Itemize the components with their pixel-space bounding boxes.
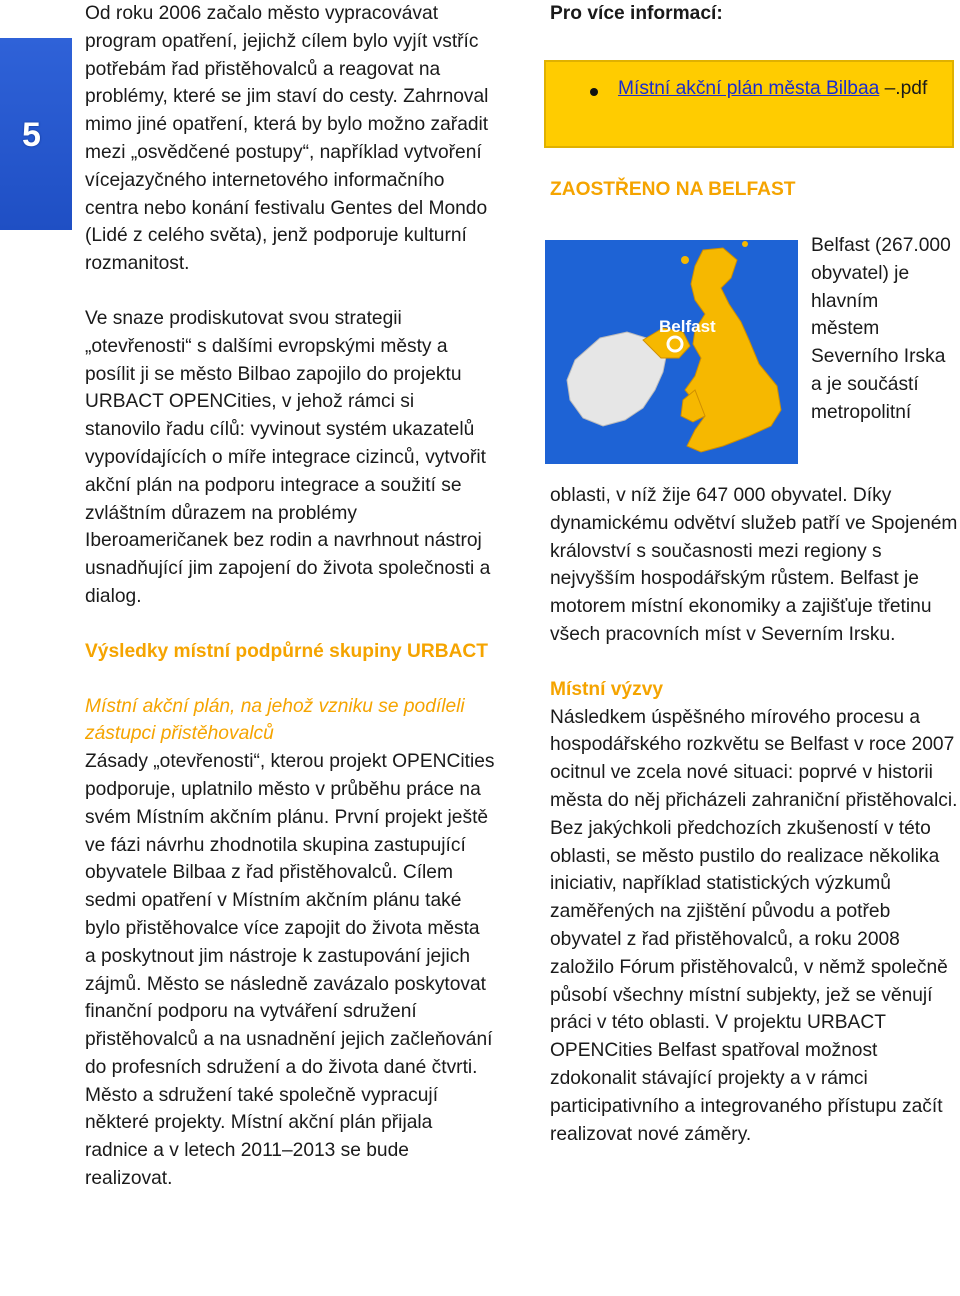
left-column: [85, 0, 495, 1193]
page-number-tab: [0, 38, 72, 230]
action-plan-subheading: Místní akční plán, na jehož vzniku se podíleli zástupci přistěhovalců: [85, 695, 465, 745]
bilbao-action-plan-link[interactable]: Místní akční plán města Bilbaa: [618, 78, 880, 99]
more-info-link-line: [618, 76, 938, 101]
focus-heading-wrap: [550, 176, 958, 204]
intro-paragraph: Od roku 2006 začalo město vypracovávat program opatření, jejichž cílem bylo vyjít vstříc potřebám řad přistěhovalců a reagovat na problémy, které se jim staví do cesty. Zahrnoval mimo jiné opatření, která by bylo možno zařadit mezi „osvědčené postupy“, například vytvoření vícejazyčného internetového informačního centra nebo konání festivalu Gentes del Mondo (Lidé z celého světa), jenž podporuje kulturní rozmanitost.: [85, 3, 489, 275]
more-info-title: Pro více informací:: [550, 3, 723, 24]
more-info-box: [544, 60, 954, 148]
local-challenges-text: Následkem úspěšného mírového procesu a hospodářského rozkvětu se Belfast v roce 2007 ocitnul ve zcela nové situaci: poprvé v historii města do něj přicházeli zahraniční přistěhovalci. Bez jakýchkoli předchozích zkušeností v této oblasti, se město pustilo do realizace několika iniciativ, například statistických výzkumů zaměřených na zjištění původu a potřeb obyvatel z řad přistěhovalců, a roku 2008 založilo Fórum přistěhovalců, v němž společně působí všechny místní subjekty, jež se věnují práci v této oblasti. V projektu URBACT OPENCities Belfast spatřoval možnost zdokonalit stávající projekty a v rámci participativního a integrovaného přístupu začít realizovat nové záměry.: [550, 706, 958, 1145]
right-column-flow: [550, 482, 958, 1148]
belfast-continuation: oblasti, v níž žije 647 000 obyvatel. Díky dynamickému odvětví služeb patří ve Spojeném království s současnosti mezi regiony s nejvyšším hospodářským růstem. Belfast je motorem místní ekonomiky a zajišťuje třetinu všech pracovních míst v Severním Irsku.: [550, 485, 958, 645]
results-heading: Výsledky místní podpůrné skupiny URBACT: [85, 640, 489, 662]
focus-belfast-heading: ZAOSTŘENO NA BELFAST: [550, 179, 796, 200]
map-label-belfast: Belfast: [659, 317, 716, 336]
uk-ireland-map: [545, 240, 798, 464]
map-graphic: [545, 240, 798, 464]
page-number: 5: [22, 116, 41, 154]
belfast-intro-text: Belfast (267.000 obyvatel) je hlavním městem Severního Irska a je součástí metropolitní: [811, 235, 951, 423]
island-1: [681, 256, 689, 264]
great-britain-shape: [685, 248, 781, 452]
belfast-intro: [811, 232, 951, 427]
action-plan-paragraph: Zásady „otevřenosti“, kterou projekt OPENCities podporuje, uplatnilo město v průběhu práce na svém Místním akčním plánu. První projekt ještě ve fázi návrhu zhodnotila skupina zastupující obyvatele Bilbaa z řad přistěhovalců. Cílem sedmi opatření v Místním akčním plánu také bylo přistěhovalce více zapojit do života města a poskytnout jim nástroje k zastupování jejich zájmů. Město se následně zavázalo poskytovat finanční podporu na vytváření sdružení přistěhovalců a na usnadnění jejich začleňování do profesních sdružení a do života dané čtvrti. Město a sdružení také společně vypracují některé projekty. Místní akční plán přijala radnice a v letech 2011–2013 se bude realizovat.: [85, 751, 495, 1190]
local-challenges-heading: Místní výzvy: [550, 678, 664, 700]
island-2: [742, 241, 748, 247]
pdf-suffix: –.pdf: [879, 78, 928, 99]
bullet-icon: [590, 88, 598, 96]
right-column-top: [550, 0, 958, 28]
strategy-paragraph: Ve snaze prodiskutovat svou strategii „otevřenosti“ s dalšími evropskými městy a posílit ji se město Bilbao zapojilo do projektu URBACT OPENCities, v jehož rámci si stanovilo řadu cílů: vyvinout systém ukazatelů vypovídajících o míře integrace cizinců, vytvořit akční plán na podporu integrace a soužití se zvláštním důrazem na problémy Iberoameričanek bez rodin a navrhnout nástroj usnadňující jim zapojení do života společnosti a dialog.: [85, 307, 491, 607]
